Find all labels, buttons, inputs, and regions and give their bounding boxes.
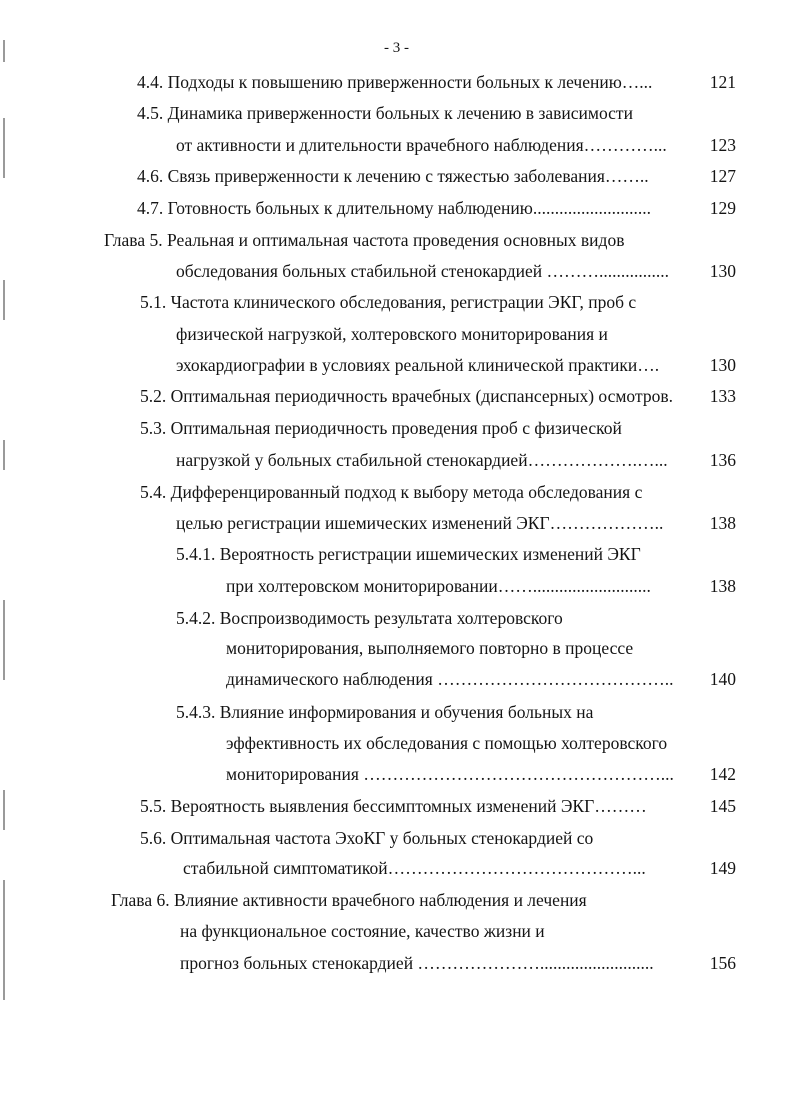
page-number: - 3 - <box>384 40 409 56</box>
toc-line-ch6-3: прогноз больных стенокардией ………………….......................... <box>180 953 654 973</box>
toc-line-4-5-1: 4.5. Динамика приверженности больных к лечению в зависимости <box>137 103 633 123</box>
toc-line-5-4-3-2: эффективность их обследования с помощью холтеровского <box>226 733 668 753</box>
toc-page-5-5: 145 <box>709 796 736 816</box>
toc-line-ch6-2: на функциональное состояние, качество жизни и <box>180 921 545 941</box>
toc-line-4-5-2: от активности и длительности врачебного наблюдения…………... <box>176 135 667 155</box>
toc-line-5-3-2: нагрузкой у больных стабильной стенокардией……………….…... <box>176 450 668 470</box>
toc-line-5-4-3-1: 5.4.3. Влияние информирования и обучения больных на <box>176 702 594 722</box>
toc-line-5-6-2: стабильной симптоматикой……………………………………... <box>183 858 646 878</box>
toc-line-ch6-1: Глава 6. Влияние активности врачебного наблюдения и лечения <box>111 890 587 910</box>
scan-edge-marks <box>0 0 12 1094</box>
toc-line-5-5-1: 5.5. Вероятность выявления бессимптомных изменений ЭКГ……… <box>140 796 647 816</box>
toc-page-5-4-2: 140 <box>709 669 736 689</box>
toc-line-ch5-2: обследования больных стабильной стенокардией ………................ <box>176 261 670 281</box>
toc-line-5-4-1: 5.4. Дифференцированный подход к выбору метода обследования с <box>140 482 643 502</box>
toc-page-5-6: 149 <box>709 858 736 878</box>
toc-page-ch6: 156 <box>709 953 736 973</box>
toc-line-5-1-3: эхокардиографии в условиях реальной клинической практики…. <box>176 355 660 375</box>
toc-page-4-5: 123 <box>709 135 736 155</box>
toc-line-5-4-2-2: мониторирования, выполняемого повторно в процессе <box>226 638 634 658</box>
toc-page-5-1: 130 <box>709 355 736 375</box>
toc-line-5-6-1: 5.6. Оптимальная частота ЭхоКГ у больных стенокардией со <box>140 828 594 848</box>
toc-line-5-4-2: целью регистрации ишемических изменений ЭКГ……………….. <box>176 513 664 533</box>
toc-page-4-6: 127 <box>709 166 736 186</box>
toc-page-5-4-1: 138 <box>709 576 736 596</box>
toc-line-4-4-1: 4.4. Подходы к повышению приверженности больных к лечению…... <box>137 72 653 92</box>
toc-line-5-4-1-2: при холтеровском мониторировании……........................... <box>226 576 651 596</box>
toc-line-5-4-2-1: 5.4.2. Воспроизводимость результата холтеровского <box>176 608 563 628</box>
toc-line-4-6-1: 4.6. Связь приверженности к лечению с тяжестью заболевания…….. <box>137 166 649 186</box>
toc-line-5-2-1: 5.2. Оптимальная периодичность врачебных (диспансерных) осмотров. <box>140 386 673 406</box>
toc-line-5-1-1: 5.1. Частота клинического обследования, регистрации ЭКГ, проб с <box>140 292 637 312</box>
toc-page-4-7: 129 <box>709 198 736 218</box>
toc-line-5-4-1-1: 5.4.1. Вероятность регистрации ишемических изменений ЭКГ <box>176 544 641 564</box>
toc-line-5-1-2: физической нагрузкой, холтеровского мониторирования и <box>176 324 608 344</box>
toc-line-4-7-1: 4.7. Готовность больных к длительному наблюдению........................... <box>137 198 651 218</box>
toc-page-5-3: 136 <box>709 450 736 470</box>
toc-line-5-3-1: 5.3. Оптимальная периодичность проведения проб с физической <box>140 418 622 438</box>
toc-page-5-2: 133 <box>709 386 736 406</box>
toc-page-5-4: 138 <box>709 513 736 533</box>
toc-line-5-4-3-3: мониторирования ……………………………………………... <box>226 764 674 784</box>
toc-page-5-4-3: 142 <box>709 764 736 784</box>
toc-line-ch5-1: Глава 5. Реальная и оптимальная частота проведения основных видов <box>104 230 625 250</box>
toc-page-ch5: 130 <box>709 261 736 281</box>
toc-line-5-4-2-3: динамического наблюдения ………………………………….. <box>226 669 674 689</box>
toc-page-4-4: 121 <box>709 72 736 92</box>
